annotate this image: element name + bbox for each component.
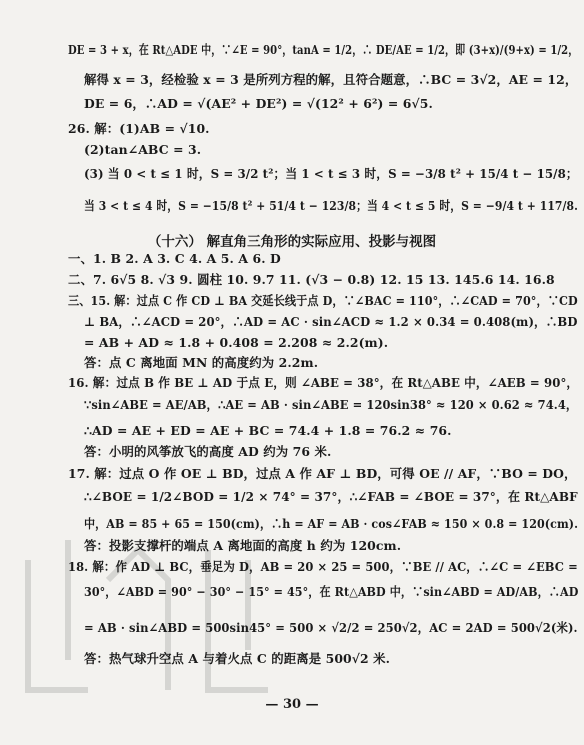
text-line: ∴∠BOE = 1/2∠BOD = 1/2 × 74° = 37°，∴∠FAB = ∠BOE = 37°，在 Rt△ABF	[84, 489, 578, 504]
text-line: 三、15. 解：过点 C 作 CD ⊥ BA 交延长线于点 D，∵∠BAC = 110°，∴∠CAD = 70°，∵CD	[68, 293, 578, 308]
text-line: (3) 当 0 < t ≤ 1 时，S = 3/2 t²；当 1 < t ≤ 3 时，S = −3/8 t² + 15/4 t − 15/8；	[84, 166, 578, 181]
text-line: DE = 6，∴AD = √(AE² + DE²) = √(12² + 6²) = 6√5.	[84, 96, 433, 111]
text-line: ∴AD = AE + ED = AE + BC = 74.4 + 1.8 = 76.2 ≈ 76.	[84, 423, 452, 438]
text-line: 当 3 < t ≤ 4 时，S = −15/8 t² + 51/4 t − 123/8；当 4 < t ≤ 5 时，S = −9/4 t + 117/8.	[84, 198, 578, 213]
text-line: 二、7. 6√5 8. √3 9. 圆柱 10. 9.7 11. (√3 − 0.8) 12. 15 13. 145.6 14. 16.8	[68, 272, 555, 287]
text-line: 答：小明的风筝放飞的高度 AD 约为 76 米.	[84, 444, 332, 459]
text-line: = AB + AD ≈ 1.8 + 0.408 = 2.208 ≈ 2.2(m).	[84, 335, 389, 350]
text-line: = AB · sin∠ABD = 500sin45° = 500 × √2/2 = 250√2，AC = 2AD = 500√2(米).	[84, 620, 578, 635]
section-title: （十六） 解直角三角形的实际应用、投影与视图	[147, 234, 437, 250]
text-line: 解得 x = 3，经检验 x = 3 是所列方程的解，且符合题意，∴BC = 3√2，AE = 12，	[84, 72, 578, 87]
text-line: 答：点 C 离地面 MN 的高度约为 2.2m.	[84, 355, 319, 370]
text-line: 18. 解：作 AD ⊥ BC，垂足为 D，AB = 20 × 25 = 500，∵BE // AC，∴∠C = ∠EBC =	[68, 559, 578, 574]
text-line: 16. 解：过点 B 作 BE ⊥ AD 于点 E，则 ∠ABE = 38°，在 Rt△ABE 中，∠AEB = 90°，	[68, 375, 579, 390]
text-line: DE = 3 + x，在 Rt△ADE 中，∵∠E = 90°，tanA = 1/2，∴ DE/AE = 1/2，即 (3+x)/(9+x) = 1/2，	[68, 42, 579, 57]
text-line: 答：热气球升空点 A 与着火点 C 的距离是 500√2 米.	[84, 651, 391, 666]
text-line: 一、1. B 2. A 3. C 4. A 5. A 6. D	[68, 251, 281, 266]
text-line: ⊥ BA，∴∠ACD = 20°，∴AD = AC · sin∠ACD ≈ 1.2 × 0.34 = 0.408(m)，∴BD	[84, 314, 578, 329]
text-line: (2)tan∠ABC = 3.	[84, 142, 202, 157]
text-line: 30°，∠ABD = 90° − 30° − 15° = 45°，在 Rt△ABD 中，∵sin∠ABD = AD/AB，∴AD	[84, 584, 579, 599]
text-line: 17. 解：过点 O 作 OE ⊥ BD，过点 A 作 AF ⊥ BD，可得 OE // AF，∵BO = DO，	[68, 466, 577, 481]
text-line: 中，AB = 85 + 65 = 150(cm)，∴h = AF = AB · cos∠FAB ≈ 150 × 0.8 = 120(cm).	[84, 516, 579, 531]
page-number: — 30 —	[265, 697, 319, 712]
text-line: 26. 解：(1)AB = √10.	[68, 121, 210, 136]
text-line: 答：投影支撑杆的端点 A 离地面的高度 h 约为 120cm.	[84, 538, 402, 553]
text-line: ∵sin∠ABE = AE/AB，∴AE = AB · sin∠ABE = 120sin38° ≈ 120 × 0.62 ≈ 74.4，	[84, 397, 578, 412]
